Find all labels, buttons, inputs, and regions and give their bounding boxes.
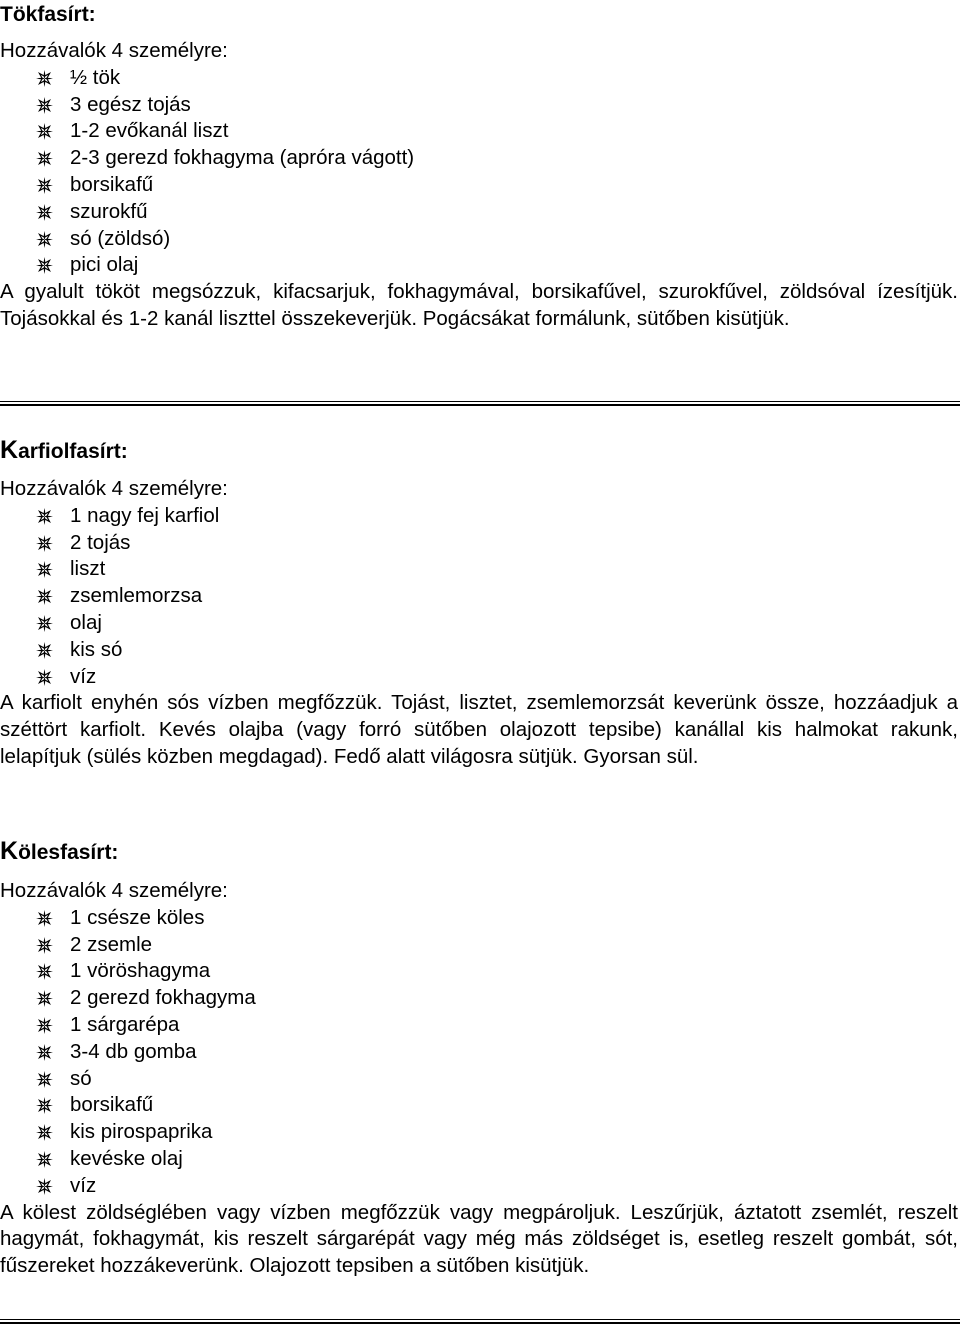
diamond-star-bullet-icon xyxy=(36,937,53,954)
ingredient-text: víz xyxy=(70,664,97,688)
diamond-star-bullet-icon xyxy=(36,990,53,1007)
recipe-title-initial: K xyxy=(0,436,19,464)
ingredient-text: 2 zsemle xyxy=(70,932,153,956)
diamond-star-bullet-icon xyxy=(36,123,53,140)
ingredient-item xyxy=(0,932,960,959)
recipe-karfiolfasirt xyxy=(0,437,960,465)
ingredient-item xyxy=(0,1119,960,1146)
ingredient-item xyxy=(0,530,960,557)
ingredient-text: 1 sárgarépa xyxy=(70,1012,180,1036)
ingredient-text: kis só xyxy=(70,637,123,661)
ingredient-list xyxy=(0,905,960,1200)
diamond-star-bullet-icon xyxy=(36,535,53,552)
diamond-star-bullet-icon xyxy=(36,1124,53,1141)
ingredient-text: só xyxy=(70,1066,92,1090)
instructions: A karfiolt enyhén sós vízben megfőzzük. Tojást, lisztet, zsemlemorzsát keverünk össze, hozzáadjuk a széttört karfiolt. Kevés olajba (vagy forró sütőben olajozott tepsibe) kanállal kis halmokat rakunk, lelapítjuk (sülés közben megdagad). Fedő alatt világosra sütjük. Gyorsan sül. xyxy=(0,691,958,768)
diamond-star-bullet-icon xyxy=(36,669,53,686)
ingredient-item xyxy=(0,226,960,253)
recipe-title-initial: T xyxy=(0,3,13,26)
recipe-title-initial: K xyxy=(0,837,19,865)
ingredient-text: borsikafű xyxy=(70,1093,154,1117)
diamond-star-bullet-icon xyxy=(36,1071,53,1088)
ingredient-text: szurokfű xyxy=(70,199,148,223)
ingredient-item xyxy=(0,1146,960,1173)
diamond-star-bullet-icon xyxy=(36,150,53,167)
ingredient-list xyxy=(0,503,960,691)
ingredient-item xyxy=(0,985,960,1012)
ingredient-text: 3 egész tojás xyxy=(70,92,191,116)
ingredient-item xyxy=(0,556,960,583)
ingredient-item xyxy=(0,583,960,610)
ingredient-item xyxy=(0,252,960,279)
ingredient-item xyxy=(0,65,960,92)
instructions: A kölest zöldséglében vagy vízben megfőzzük vagy megpároljuk. Leszűrjük, áztatott zsemlét, reszelt hagymát, fokhagymát, kis reszelt sárgarépát vagy még más zöldséget is, esetleg reszelt gombát, sót, fűszereket hozzákeverünk. Olajozott tepsiben a sütőben kisütjük. xyxy=(0,1200,958,1278)
ingredient-item xyxy=(0,92,960,119)
ingredient-text: 3-4 db gomba xyxy=(70,1039,197,1063)
diamond-star-bullet-icon xyxy=(36,963,53,980)
recipe-kolesfasirt xyxy=(0,838,960,866)
section-divider xyxy=(0,1319,960,1325)
ingredient-list xyxy=(0,65,960,279)
ingredients-label: Hozzávalók 4 személyre: xyxy=(0,879,228,902)
ingredient-text: 1 vöröshagyma xyxy=(70,959,211,983)
diamond-star-bullet-icon xyxy=(36,231,53,248)
diamond-star-bullet-icon xyxy=(36,1097,53,1114)
diamond-star-bullet-icon xyxy=(36,615,53,632)
ingredient-text: pici olaj xyxy=(70,253,139,277)
diamond-star-bullet-icon xyxy=(36,1017,53,1034)
recipe-tokfasirt-body xyxy=(0,38,960,333)
diamond-star-bullet-icon xyxy=(36,97,53,114)
diamond-star-bullet-icon xyxy=(36,1151,53,1168)
recipe-karfiolfasirt-body xyxy=(0,476,960,771)
recipe-tokfasirt xyxy=(0,2,960,28)
diamond-star-bullet-icon xyxy=(36,588,53,605)
ingredient-text: só (zöldsó) xyxy=(70,226,171,250)
section-divider xyxy=(0,401,960,407)
ingredient-item xyxy=(0,172,960,199)
ingredient-item xyxy=(0,118,960,145)
ingredient-text: víz xyxy=(70,1173,97,1197)
diamond-star-bullet-icon xyxy=(36,561,53,578)
ingredient-text: borsikafű xyxy=(70,172,154,196)
ingredient-text: zsemlemorzsa xyxy=(70,584,203,608)
ingredient-item xyxy=(0,958,960,985)
ingredient-text: olaj xyxy=(70,610,102,634)
ingredient-text: 2-3 gerezd fokhagyma (apróra vágott) xyxy=(70,146,415,170)
ingredient-item xyxy=(0,1173,960,1200)
ingredient-item xyxy=(0,610,960,637)
ingredient-text: liszt xyxy=(70,557,106,581)
recipe-kolesfasirt-body xyxy=(0,878,960,1280)
diamond-star-bullet-icon xyxy=(36,508,53,525)
diamond-star-bullet-icon xyxy=(36,204,53,221)
ingredient-item xyxy=(0,1066,960,1093)
diamond-star-bullet-icon xyxy=(36,70,53,87)
ingredient-item xyxy=(0,664,960,691)
instructions: A gyalult tököt megsózzuk, kifacsarjuk, fokhagymával, borsikafűvel, szurokfűvel, zöldsóval ízesítjük. Tojásokkal és 1-2 kanál liszttel összekeverjük. Pogácsákat formálunk, sütőben kisütjük. xyxy=(0,280,958,330)
diamond-star-bullet-icon xyxy=(36,177,53,194)
ingredient-text: 1-2 evőkanál liszt xyxy=(70,119,229,143)
ingredient-item xyxy=(0,637,960,664)
ingredient-item xyxy=(0,199,960,226)
ingredient-text: 1 nagy fej karfiol xyxy=(70,503,220,527)
recipe-title-rest: arfiolfasírt: xyxy=(18,440,128,463)
ingredients-label: Hozzávalók 4 személyre: xyxy=(0,477,228,500)
ingredient-item xyxy=(0,1039,960,1066)
ingredient-item xyxy=(0,1012,960,1039)
recipe-title-rest: ölesfasírt: xyxy=(18,841,119,864)
recipe-title-rest: ökfasírt: xyxy=(12,3,96,26)
ingredient-item xyxy=(0,145,960,172)
ingredient-text: 2 gerezd fokhagyma xyxy=(70,986,256,1010)
ingredient-item xyxy=(0,1092,960,1119)
ingredient-item xyxy=(0,503,960,530)
ingredients-label: Hozzávalók 4 személyre: xyxy=(0,39,228,62)
diamond-star-bullet-icon xyxy=(36,257,53,274)
ingredient-item xyxy=(0,905,960,932)
ingredient-text: 2 tojás xyxy=(70,530,131,554)
diamond-star-bullet-icon xyxy=(36,910,53,927)
diamond-star-bullet-icon xyxy=(36,642,53,659)
recipe-title xyxy=(0,838,960,866)
ingredient-text: kis pirospaprika xyxy=(70,1120,213,1144)
diamond-star-bullet-icon xyxy=(36,1178,53,1195)
recipe-title xyxy=(0,2,960,28)
ingredient-text: ½ tök xyxy=(70,65,121,89)
ingredient-text: 1 csésze köles xyxy=(70,905,205,929)
ingredient-text: kevéske olaj xyxy=(70,1146,183,1170)
diamond-star-bullet-icon xyxy=(36,1044,53,1061)
recipe-title xyxy=(0,437,960,465)
